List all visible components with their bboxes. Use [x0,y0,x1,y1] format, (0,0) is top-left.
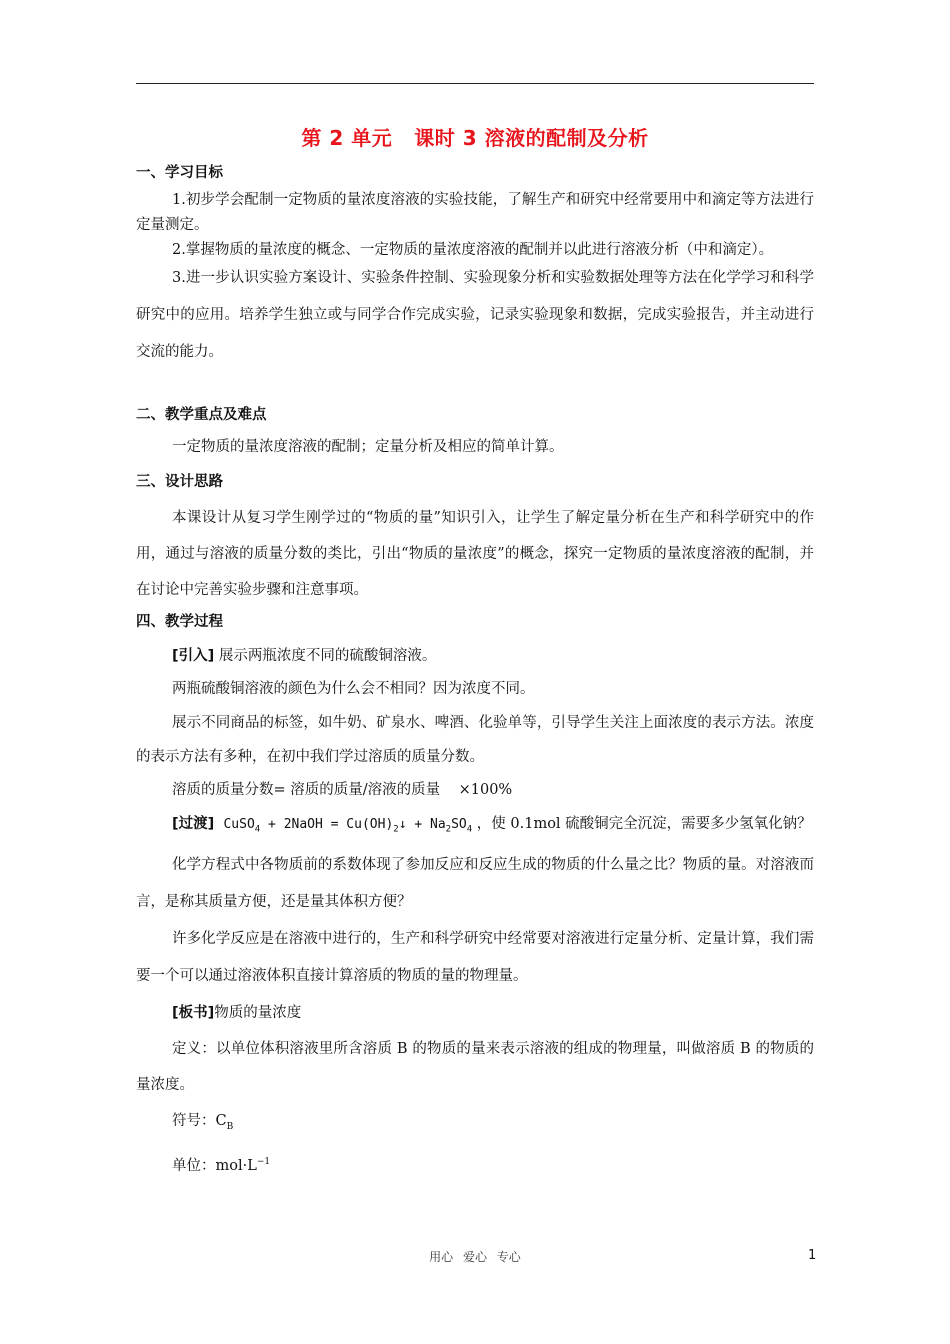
eq-part-b: + 2NaOH = Cu(OH) [260,817,394,832]
unit-line [136,1144,814,1184]
section3-heading: 三、设计思路 [136,474,223,490]
intro-text: 展示两瓶浓度不同的硫酸铜溶液。 [218,648,437,664]
eq-part-c: ↓ + Na [398,817,446,832]
definition: 定义：以单位体积溶液里所含溶质 B 的物质的量来表示溶液的组成的物理量，叫做溶质 B 的物质的量浓度。 [136,1040,814,1093]
eq-part-d: SO [451,817,467,832]
header-rule [136,83,814,84]
mass-fraction-formula [136,774,814,807]
page-title [0,122,950,151]
symbol-label: 符号：C [172,1112,227,1129]
design-idea: 本课设计从复习学生刚学过的“物质的量”知识引入，让学生了解定量分析在生产和科学研究中的作用，通过与溶液的质量分数的类比，引出“物质的量浓度”的概念，探究一定物质的量浓度溶液的配制，并在讨论中完善实验步骤和注意事项。 [136,510,814,598]
goal-2: 2.掌握物质的量浓度的概念、一定物质的量浓度溶液的配制并以此进行溶液分析（中和滴定）。 [172,242,774,258]
need-paragraph: 许多化学反应是在溶液中进行的，生产和科学研究中经常要对溶液进行定量分析、定量计算，我们需要一个可以通过溶液体积直接计算溶质的物质的量的物理量。 [136,930,814,984]
footer-text: 用心 爱心 专心 [429,1250,521,1264]
labels-paragraph: 展示不同商品的标签，如牛奶、矿泉水、啤酒、化验单等，引导学生关注上面浓度的表示方法。浓度的表示方法有多种，在初中我们学过溶质的质量分数。 [136,715,814,765]
symbol-line [136,1103,814,1145]
eq-question: ，使 0.1mol 硫酸铜完全沉淀，需要多少氢氧化钠？ [476,816,812,832]
formula-right: ×100% [458,782,513,798]
color-question: 两瓶硫酸铜溶液的颜色为什么会不相同？因为浓度不同。 [172,681,535,697]
eq-sub-d: 4 [466,824,473,835]
goal-3: 3.进一步认识实验方案设计、实验条件控制、实验现象分析和实验数据处理等方法在化学学习和科学研究中的应用。培养学生独立或与同学合作完成实验，记录实验现象和数据，完成实验报告，并主动进行交流的能力。 [136,270,814,360]
intro-line [136,640,814,673]
key-points: 一定物质的量浓度溶液的配制；定量分析及相应的简单计算。 [172,439,564,455]
eq-sub-a: 4 [254,824,261,835]
board-line [136,995,814,1031]
eq-part-a: CuSO [223,817,255,832]
unit-label: 单位：mol·L [172,1158,257,1175]
section2-body [136,434,814,461]
title-unit: 第 2 单元 [301,126,393,150]
section1-body [136,188,814,371]
transition-line [136,807,814,847]
eq-sub-b: 2 [393,824,399,835]
unit-sup: −1 [256,1157,271,1168]
board-tag: [板书] [172,1004,215,1021]
formula-left: 溶质的质量分数= 溶质的质量/溶液的质量 [172,782,441,798]
title-lesson: 课时 3 溶液的配制及分析 [414,126,649,150]
intro-tag: [引入] [172,648,215,664]
section4-heading: 四、教学过程 [136,614,223,630]
eq-sub-c: 2 [445,824,452,835]
goal-1: 1.初步学会配制一定物质的量浓度溶液的实验技能，了解生产和研究中经常要用中和滴定等方法进行定量测定。 [136,192,814,233]
section4-body [136,640,814,1184]
transition-tag: [过渡] [172,816,215,832]
ratio-paragraph: 化学方程式中各物质前的系数体现了参加反应和反应生成的物质的什么量之比？物质的量。对溶液而言，是称其质量方便，还是量其体积方便？ [136,856,814,910]
board-text: 物质的量浓度 [214,1004,302,1021]
chemical-equation [223,817,473,835]
section1-heading: 一、学习目标 [136,165,223,181]
section2-heading: 二、教学重点及难点 [136,407,267,423]
page-number: 1 [808,1248,817,1263]
symbol-sub: B [226,1121,234,1132]
section3-body [136,500,814,608]
